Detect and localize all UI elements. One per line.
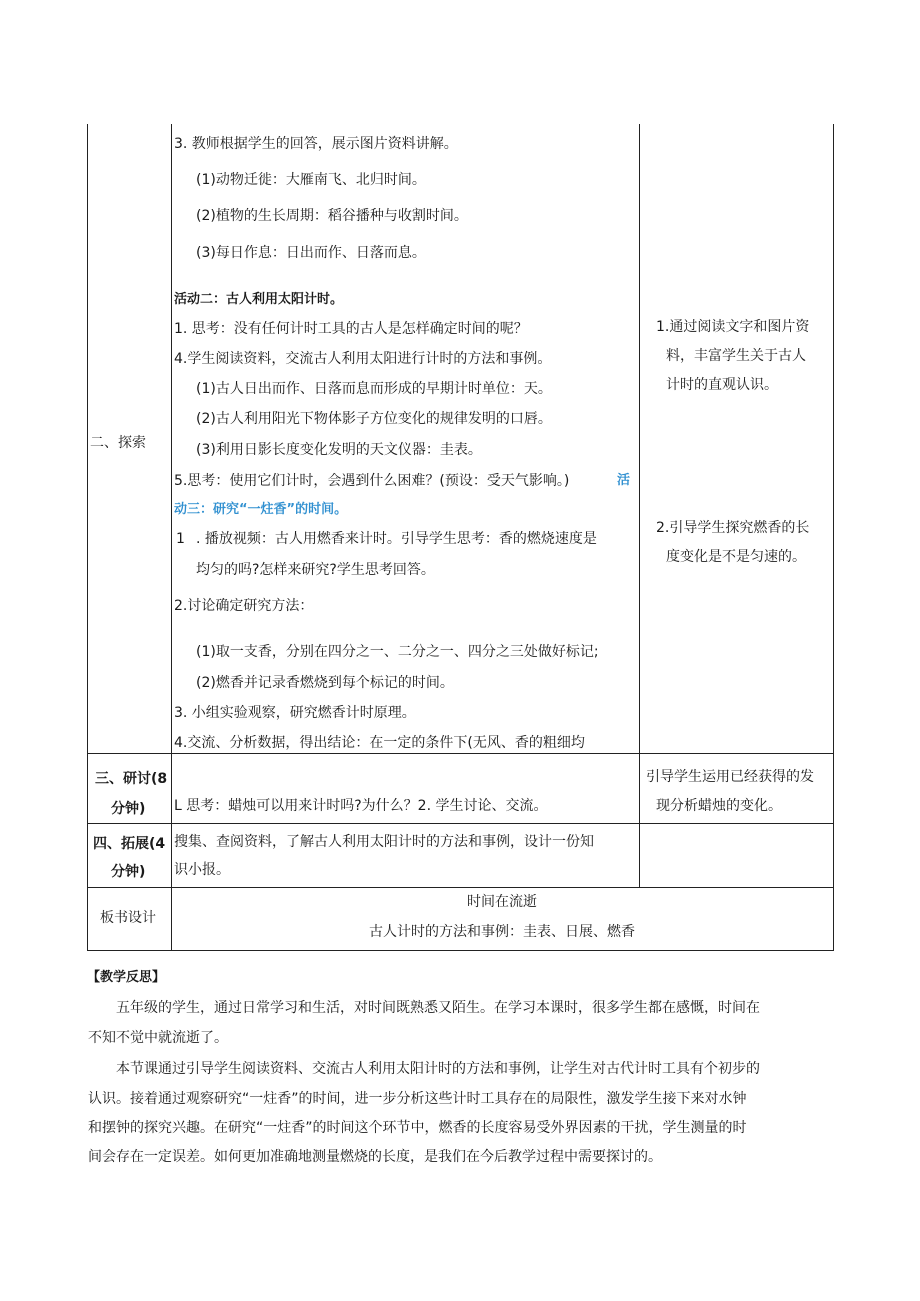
row-divider-1 [87,753,833,754]
explore-line: (1)取一支香，分别在四分之一、二分之一、四分之三处做好标记; [196,644,599,660]
explore-line: (3)利用日影长度变化发明的天文仪器：圭表。 [196,442,482,458]
discuss-content: L 思考：蜡烛可以用来计时吗?为什么？2. 学生讨论、交流。 [174,798,548,814]
explore-line: 3. 教师根据学生的回答，展示图片资料讲解。 [174,136,458,152]
reflection-heading: 【教学反思】 [87,970,166,985]
col-divider-1 [171,124,172,950]
board-line: 古人计时的方法和事例：圭表、日展、燃香 [369,924,635,940]
explore-line: 均匀的吗?怎样来研究?学生思考回答。 [196,562,435,578]
discuss-intent: 引导学生运用已经获得的发 [646,769,814,785]
explore-line: 3. 小组实验观察，研究燃香计时原理。 [174,705,416,721]
explore-line: (2)植物的生长周期：稻谷播种与收割时间。 [196,208,468,224]
row-divider-2 [87,823,833,824]
explore-intent-line: 料，丰富学生关于古人 [666,348,806,364]
explore-line: 1. 思考：没有任何计时工具的古人是怎样确定时间的呢？ [174,321,528,337]
explore-line: (2)古人利用阳光下物体影子方位变化的规律发明的口唇。 [196,411,552,427]
activity-three-heading: 动三：研究“一炷香”的时间。 [174,502,348,517]
row-label-extend: 四、拓展(4 [93,836,166,852]
explore-line: (1)古人日出而作、日落而息而形成的早期计时单位：天。 [196,381,552,397]
reflection-paragraph: 认识。接着通过观察研究“一炷香”的时间，进一步分析这些计时工具存在的局限性，激发学生接下来对水钟 [88,1091,747,1107]
row-label-discuss: 三、研讨(8 [95,771,168,787]
reflection-paragraph: 不知不觉中就流逝了。 [88,1030,228,1046]
activity-three-heading-start: 活 [617,473,631,488]
extend-content: 搜集、查阅资料，了解古人利用太阳计时的方法和事例，设计一份知 [174,834,594,850]
col-divider-2 [639,124,640,887]
explore-line-number: 1 [176,531,185,547]
explore-intent-line: 计时的直观认识。 [666,377,778,393]
row-label-extend-duration: 分钟) [111,864,146,880]
explore-intent-line: 度变化是不是匀速的。 [666,549,806,565]
row-label-discuss-duration: 分钟) [111,801,146,817]
explore-line: 2.讨论确定研究方法： [174,598,314,614]
reflection-paragraph: 五年级的学生，通过日常学习和生活，对时间既熟悉又陌生。在学习本课时，很多学生都在感慨，时间在 [116,1000,760,1016]
explore-line: (3)每日作息：日出而作、日落而息。 [196,245,426,261]
row-label-explore: 二、探索 [90,435,146,451]
row-divider-3 [87,887,833,888]
discuss-intent: 现分析蜡烛的变化。 [656,798,782,814]
reflection-paragraph: 和摆钟的探究兴趣。在研究“一炷香”的时间这个环节中，燃香的长度容易受外界因素的干扰，学生测量的时 [88,1120,747,1136]
board-line: 时间在流逝 [467,894,537,910]
row-label-board: 板书设计 [100,910,156,926]
explore-intent-line: 1.通过阅读文字和图片资 [656,319,810,335]
extend-content: 识小报。 [174,862,230,878]
explore-line: 5.思考：使用它们计时，会遇到什么困难？(预设：受天气影响。) [174,473,570,489]
reflection-paragraph: 间会存在一定误差。如何更加准确地测量燃烧的长度，是我们在今后教学过程中需要探讨的。 [88,1149,662,1165]
explore-line: 4.学生阅读资料，交流古人利用太阳进行计时的方法和事例。 [174,351,552,367]
explore-line: (1)动物迁徙：大雁南飞、北归时间。 [196,172,426,188]
explore-line: (2)燃香并记录香燃烧到每个标记的时间。 [196,675,454,691]
explore-line: 4.交流、分析数据，得出结论：在一定的条件下(无风、香的粗细均 [174,735,585,751]
explore-line: . 播放视频：古人用燃香来计时。引导学生思考：香的燃烧速度是 [196,531,597,547]
explore-intent-line: 2.引导学生探究燃香的长 [656,520,810,536]
reflection-paragraph: 本节课通过引导学生阅读资料、交流古人利用太阳计时的方法和事例，让学生对古代计时工具有个初步的 [116,1061,760,1077]
activity-two-heading: 活动二：古人利用太阳计时。 [174,292,344,307]
